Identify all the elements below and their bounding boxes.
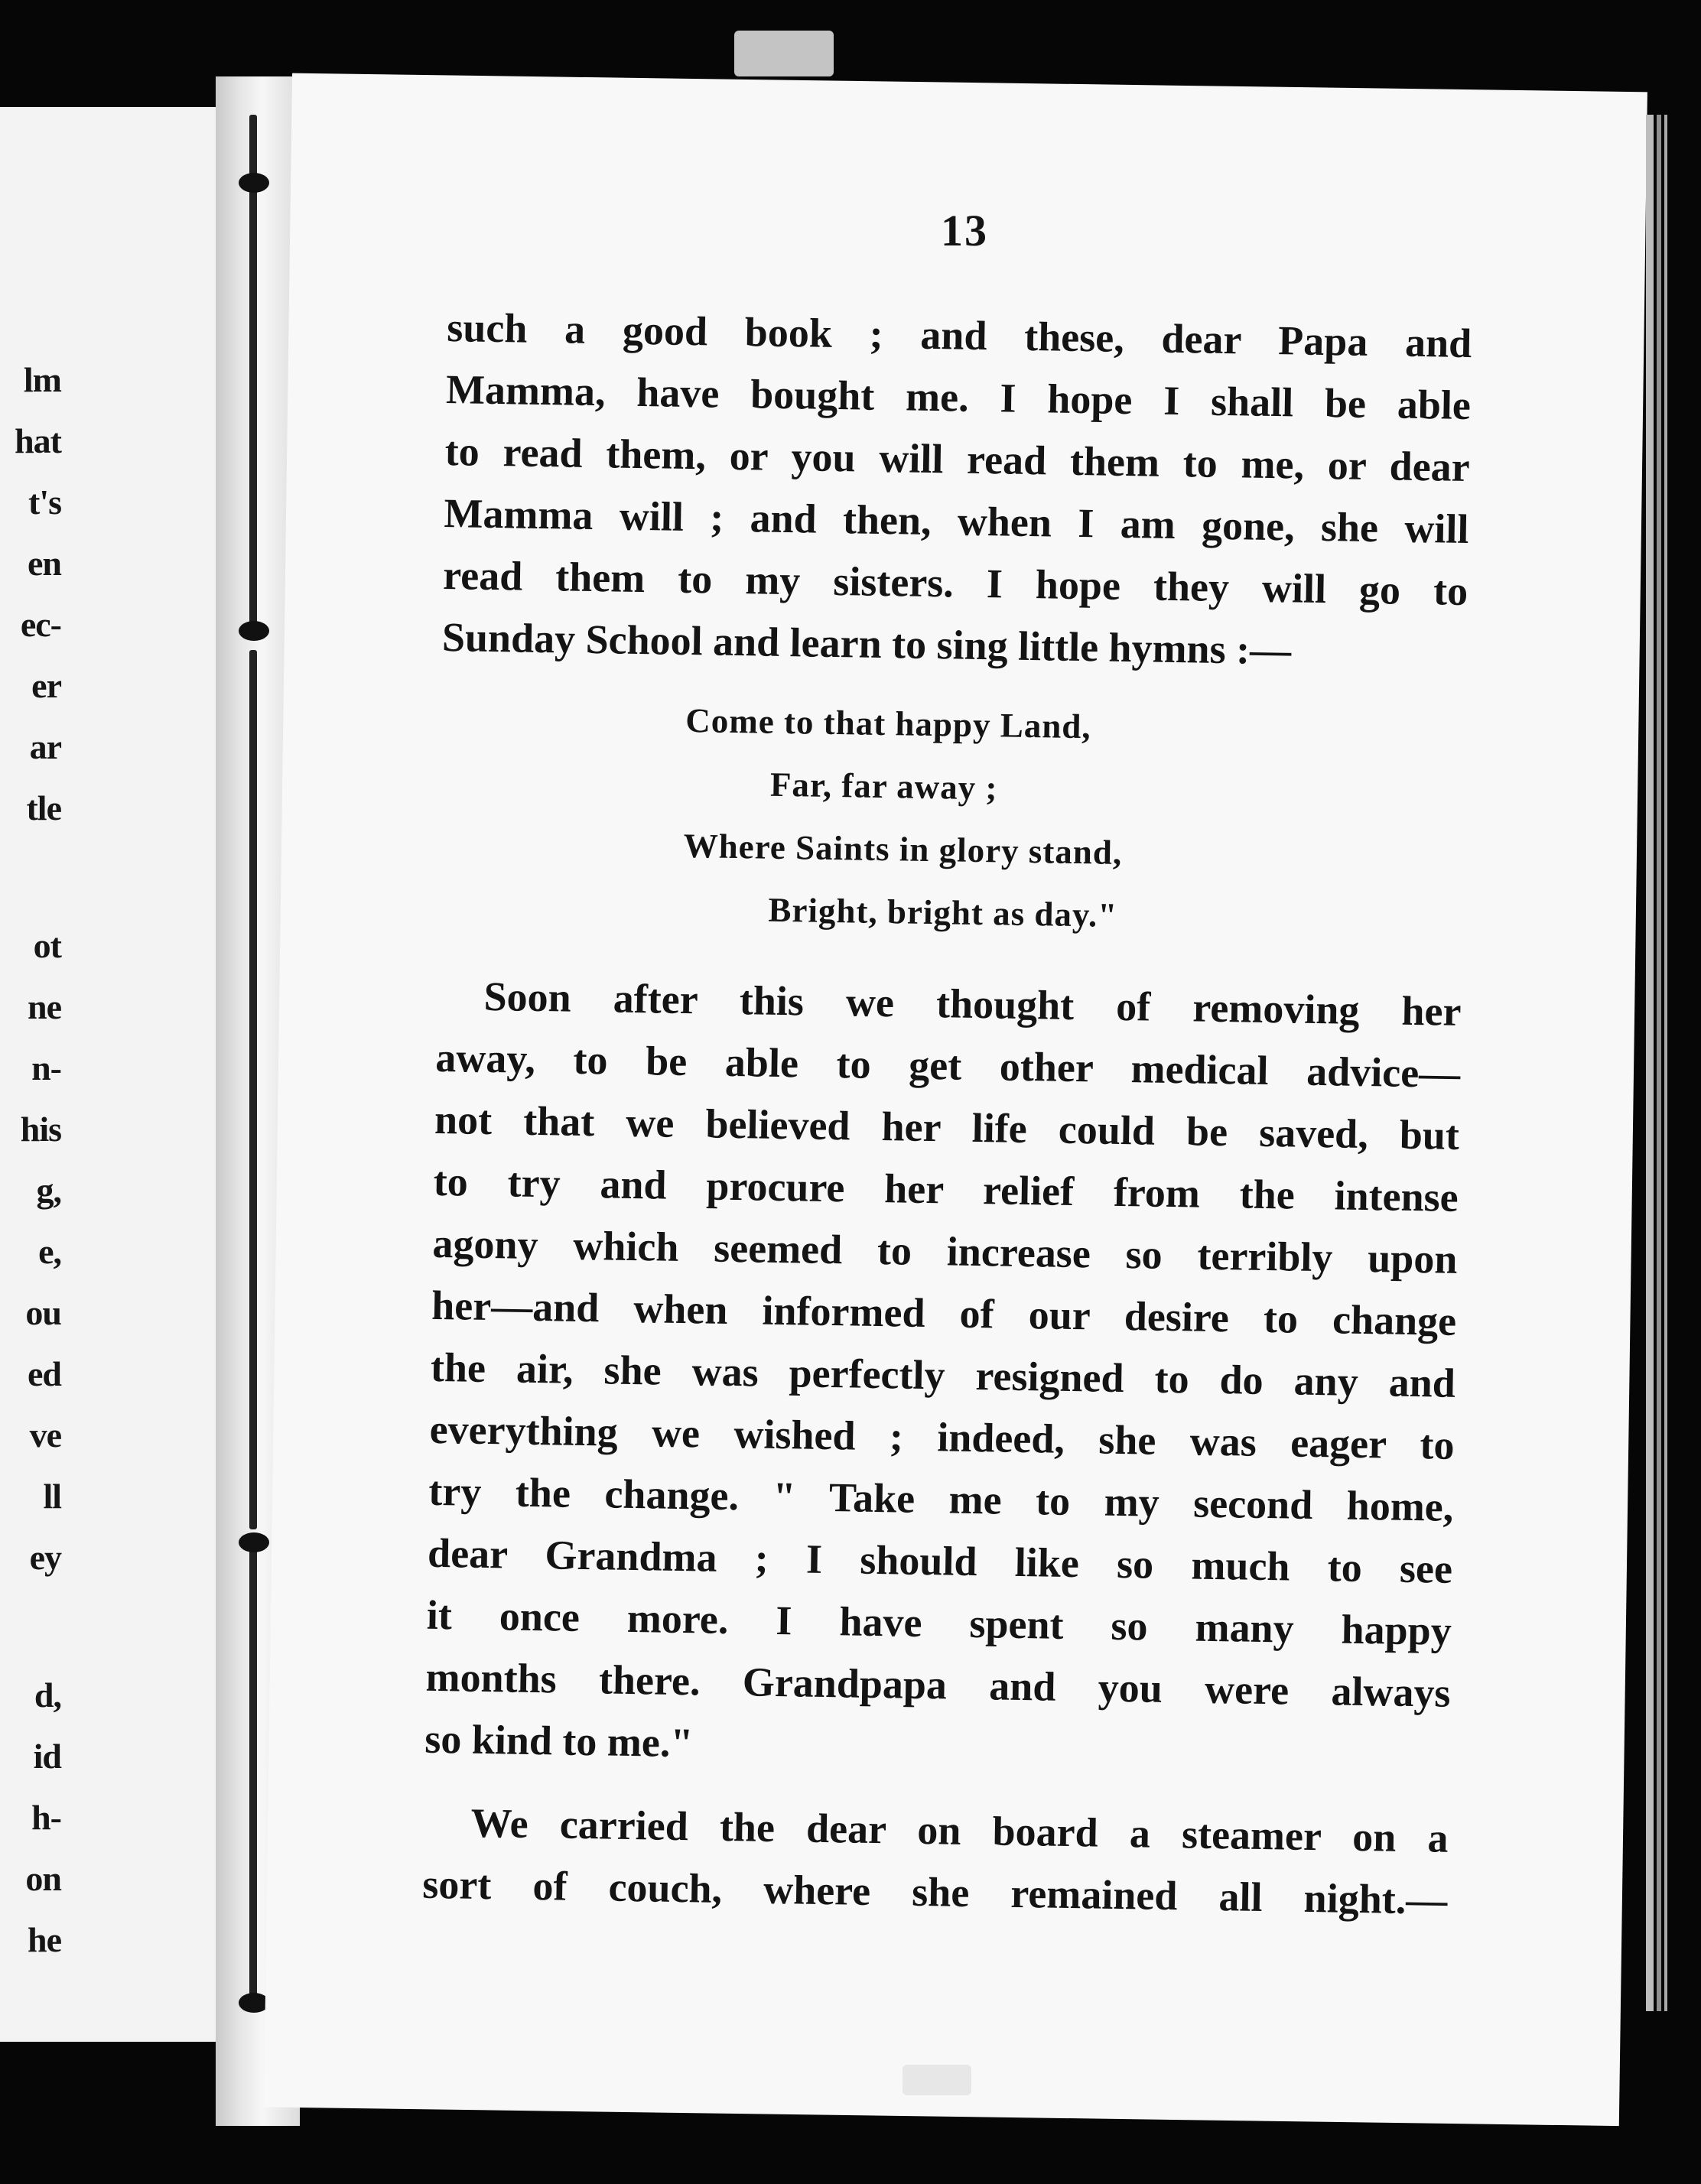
text-line: Mamma, have bought me. I hope I shall be able (445, 366, 1472, 429)
binding-thread (249, 650, 257, 1529)
left-page-fragment: g, (36, 1171, 61, 1210)
text-line: We carried the dear on board a steamer on a (470, 1799, 1449, 1861)
paper-spot (903, 2065, 971, 2095)
verse-line: Come to that happy Land, (685, 700, 1092, 746)
text-line: away, to be able to get other medical advice— (434, 1034, 1461, 1097)
left-facing-page (0, 107, 218, 2042)
left-page-fragment: e, (38, 1232, 61, 1271)
text-line: her—and when informed of our desire to change (431, 1282, 1457, 1344)
left-page-fragment: lm (23, 360, 61, 399)
text-line: sort of couch, where she remained all night.— (421, 1861, 1448, 1923)
left-page-fragment: ey (29, 1538, 61, 1577)
page-number: 13 (941, 206, 988, 255)
text-line: read them to my sisters. I hope they will go to (442, 551, 1468, 614)
text-line: Soon after this we thought of removing her (483, 973, 1462, 1035)
left-page-fragment: ec- (20, 605, 61, 644)
page-edge (1657, 115, 1661, 2011)
paper-tear (734, 31, 834, 76)
text-line: months there. Grandpapa and you were always (425, 1653, 1451, 1716)
paragraph-1 (441, 297, 1472, 684)
left-page-fragment: ll (43, 1477, 61, 1516)
text-line: such a good book ; and these, dear Papa and (446, 304, 1472, 367)
text-line: the air, she was perfectly resigned to do any and (430, 1344, 1456, 1406)
left-page-fragment: ed (28, 1354, 61, 1393)
left-page-fragment: ar (29, 727, 61, 766)
left-page-fragment: on (25, 1859, 61, 1898)
text-line: try the change. " Take me to my second home, (428, 1467, 1454, 1530)
left-page-fragment: hat (15, 421, 61, 460)
text-line: dear Grandma ; I should like so much to see (427, 1529, 1453, 1592)
binding-thread (249, 115, 257, 635)
stitch-knot (239, 621, 269, 641)
left-page-fragment: er (31, 666, 61, 705)
text-line: agony which seemed to increase so terribly upon (432, 1220, 1458, 1282)
page-edge (1664, 115, 1667, 2011)
text-line: so kind to me." (424, 1715, 694, 1766)
left-page-fragment: id (33, 1737, 61, 1776)
left-page-fragment: ve (29, 1415, 61, 1454)
left-page-fragment: ot (33, 926, 61, 965)
left-page-fragment: en (28, 544, 61, 583)
left-page-fragment: d, (34, 1675, 61, 1714)
text-line: to try and procure her relief from the intense (433, 1158, 1459, 1220)
left-page-fragment: he (28, 1920, 61, 1959)
verse-line: Where Saints in glory stand, (683, 826, 1123, 872)
left-page-fragment: ne (28, 987, 61, 1026)
stitch-knot (239, 173, 269, 193)
left-page-fragment: his (20, 1110, 61, 1149)
verse-line: Far, far away ; (769, 765, 998, 808)
left-page-fragment: tle (26, 788, 61, 827)
paragraph-3 (422, 1792, 1449, 1932)
left-page-fragment: ou (25, 1293, 61, 1332)
text-line: to read them, or you will read them to me, or dear (444, 427, 1471, 491)
binding-thread (249, 1545, 257, 2011)
paragraph-2 (424, 965, 1462, 1786)
text-line: it once more. I have spent so many happy (426, 1591, 1452, 1654)
verse-line: Bright, bright as day." (768, 890, 1118, 934)
text-line: not that we believed her life could be saved, but (434, 1096, 1460, 1159)
text-line: Mamma will ; and then, when I am gone, she will (444, 489, 1469, 553)
page-edge (1646, 115, 1654, 2011)
stitch-knot (239, 1532, 269, 1552)
left-page-fragment: h- (31, 1798, 61, 1837)
page-body (422, 297, 1472, 1932)
text-line: everything we wished ; indeed, she was eager to (429, 1406, 1455, 1468)
left-page-fragment: t's (28, 483, 61, 522)
left-page-fragment: n- (31, 1048, 61, 1087)
hymn-verse (437, 685, 1466, 952)
text-line: Sunday School and learn to sing little hymns :— (441, 613, 1292, 674)
